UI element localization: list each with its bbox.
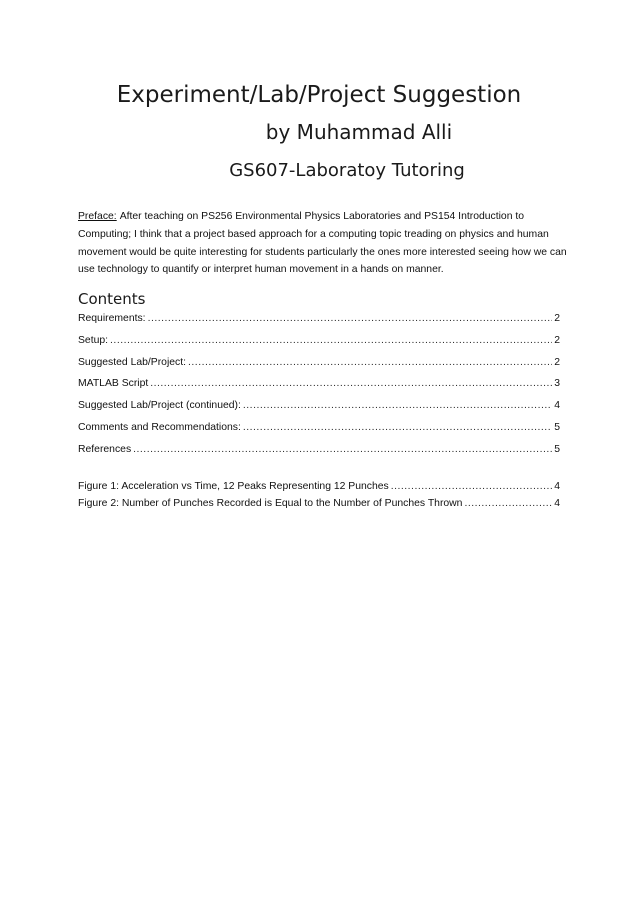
- toc-leader-dots: [110, 335, 552, 346]
- toc-entry-suggested-lab-continued[interactable]: [78, 400, 560, 422]
- toc-entry-page: 2: [554, 356, 560, 368]
- figure-leader-dots: [391, 481, 552, 492]
- figure-entry-title: Figure 2: Number of Punches Recorded is Equal to the Number of Punches Thrown: [78, 497, 463, 509]
- toc-leader-dots: [148, 313, 553, 324]
- toc-entry-page: 3: [554, 378, 560, 390]
- toc-leader-dots: [243, 400, 552, 411]
- toc-entry-setup[interactable]: [78, 335, 560, 357]
- toc-entry-page: 2: [554, 334, 560, 346]
- toc-entry-title: Setup:: [78, 334, 109, 346]
- toc-entry-page: 5: [554, 421, 560, 433]
- toc-leader-dots: [150, 378, 552, 389]
- document-course: GS607-Laboratoy Tutoring: [229, 160, 465, 181]
- toc-entry-suggested-lab[interactable]: [78, 357, 560, 379]
- toc-entry-title: Suggested Lab/Project:: [78, 356, 187, 368]
- toc-leader-dots: [133, 444, 552, 455]
- toc-entry-page: 4: [554, 400, 560, 412]
- preface-paragraph: [78, 208, 568, 279]
- figure-entry-page: 4: [554, 497, 560, 509]
- figure-leader-dots: [464, 498, 552, 509]
- figure-entry-1[interactable]: [78, 481, 560, 498]
- toc-entry-title: References: [78, 443, 132, 455]
- toc-entry-title: MATLAB Script: [78, 378, 149, 390]
- toc-entry-page: 2: [554, 313, 560, 324]
- preface-label: Preface:: [78, 211, 117, 222]
- toc-leader-dots: [243, 422, 552, 433]
- preface-text: After teaching on PS256 Environmental Physics Laboratories and PS154 Introduction to Computing; I think that a project based approach for a computing topic treading on physics and human movement would be quite interesting for students particularly the ones more interested seeing how we can use technology to quantify or interpret human movement in a hands on manner.: [78, 211, 567, 276]
- figure-entry-title: Figure 1: Acceleration vs Time, 12 Peaks Representing 12 Punches: [78, 481, 389, 492]
- figure-entry-2[interactable]: [78, 498, 560, 515]
- table-of-figures: [78, 481, 560, 514]
- figure-entry-page: 4: [554, 481, 560, 492]
- toc-entry-title: Suggested Lab/Project (continued):: [78, 400, 241, 412]
- table-of-contents: [78, 313, 560, 466]
- toc-entry-matlab-script[interactable]: [78, 378, 560, 400]
- document-title: Experiment/Lab/Project Suggestion: [116, 82, 522, 108]
- toc-entry-title: Comments and Recommendations:: [78, 421, 241, 433]
- toc-entry-page: 5: [554, 443, 560, 455]
- toc-leader-dots: [188, 357, 552, 368]
- document-author: by Muhammad Alli: [265, 120, 453, 144]
- toc-entry-comments[interactable]: [78, 422, 560, 444]
- toc-entry-references[interactable]: [78, 444, 560, 466]
- toc-entry-requirements[interactable]: [78, 313, 560, 335]
- toc-entry-title: Requirements:: [78, 313, 146, 324]
- contents-heading: Contents: [78, 290, 146, 308]
